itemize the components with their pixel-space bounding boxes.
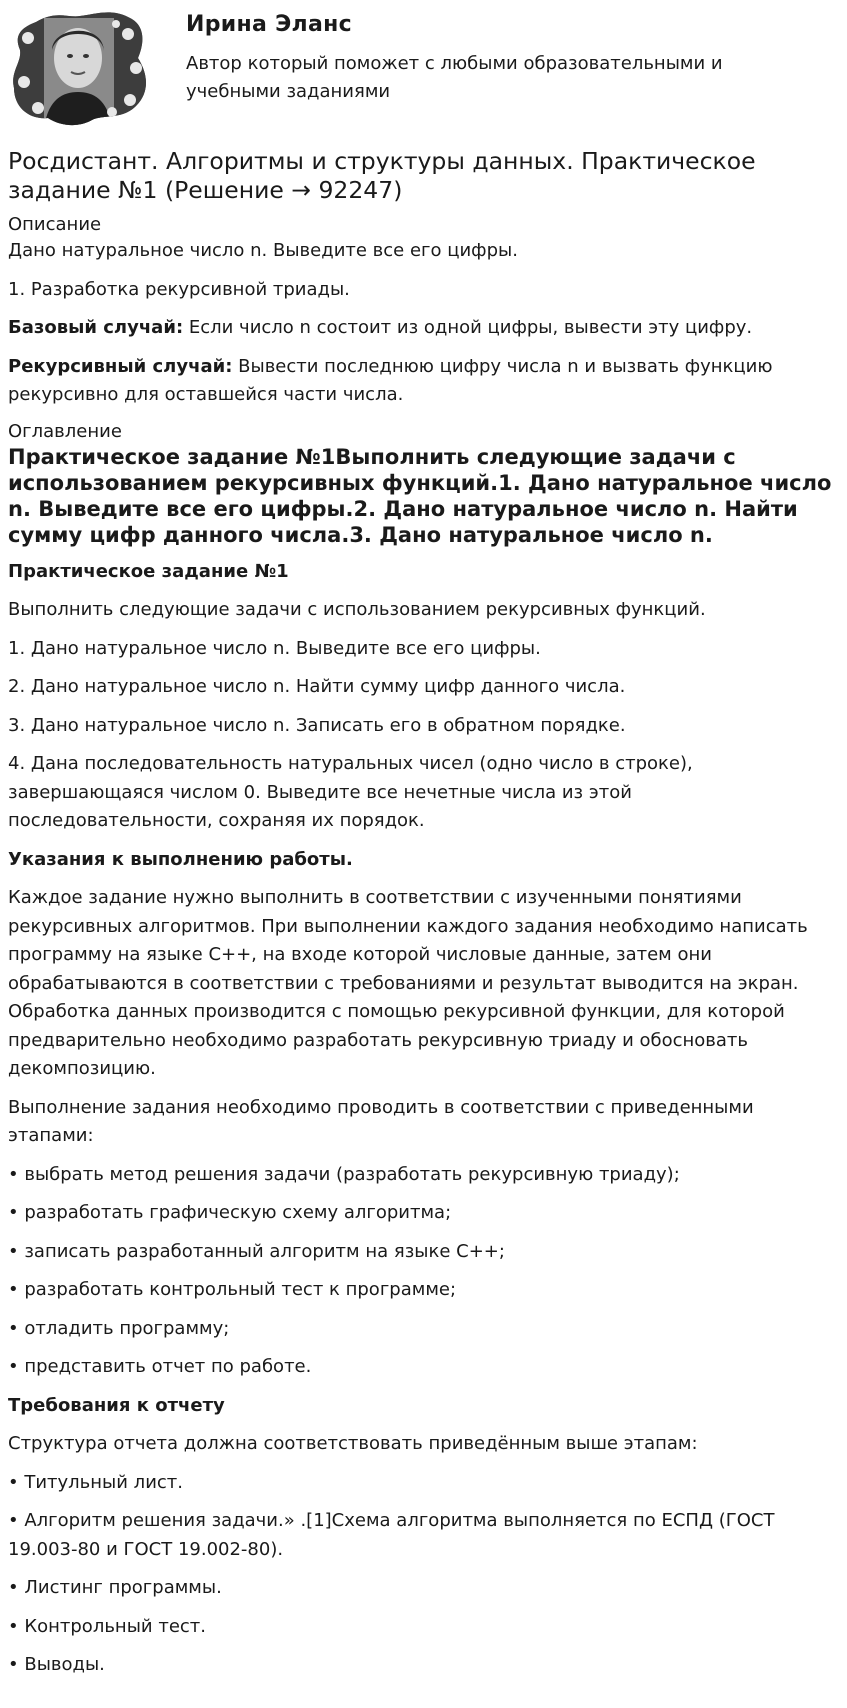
task-item: 2. Дано натуральное число n. Найти сумму цифр данного числа.	[8, 676, 626, 697]
toc-heading: Практическое задание №1Выполнить следующие задачи с использованием рекурсивных функций.1. Дано натуральное число n. Выведите все его цифры.2. Дано натуральное число n. Найти сумму цифр данного числа.3. Дано натуральное число n.	[8, 444, 832, 547]
description-line-1: Дано натуральное число n. Выведите все его цифры.	[8, 240, 518, 261]
report-item: • Титульный лист.	[8, 1471, 183, 1493]
author-description: Автор который поможет с любыми образовательными и учебными заданиями	[186, 53, 723, 102]
document-content	[8, 147, 838, 1690]
toc-label: Оглавление	[8, 420, 122, 442]
recursive-case-text: Вывести последнюю цифру числа n и вызвать функцию рекурсивно для оставшейся части числа.	[8, 355, 773, 405]
step-item: • отладить программу;	[8, 1317, 230, 1339]
instructions-paragraph-1: Каждое задание нужно выполнить в соответствии с изученными понятиями рекурсивных алгоритмов. При выполнении каждого задания необходимо написать программу на языке С++, на входе которой числовые данные, затем они обрабатываются в соответствии с требованиями и результат выводится на экран. Обработка данных производится с помощью рекурсивной функции, для которой предварительно необходимо разработать рекурсивную триаду и обосновать декомпозицию.	[8, 887, 808, 1079]
report-item: • Листинг программы.	[8, 1577, 222, 1598]
instructions-heading-text: Указания к выполнению работы.	[8, 848, 353, 870]
step-item: • разработать графическую схему алгоритма;	[8, 1202, 452, 1223]
step-item: • разработать контрольный тест к программе;	[8, 1279, 457, 1300]
task-intro: Выполнить следующие задачи с использованием рекурсивных функций.	[8, 599, 706, 620]
report-item: • Алгоритм решения задачи.» .[1]Схема алгоритма выполняется по ЕСПД (ГОСТ 19.003-80 и ГОСТ 19.002-80).	[8, 1510, 775, 1560]
report-heading-text: Требования к отчету	[8, 1394, 225, 1416]
instructions-paragraph-2: Выполнение задания необходимо проводить в соответствии с приведенными этапами:	[8, 1096, 754, 1146]
base-case-paragraph	[8, 314, 838, 343]
step-item: • выбрать метод решения задачи (разработать рекурсивную триаду);	[8, 1163, 680, 1185]
report-item: • Выводы.	[8, 1654, 105, 1675]
recursive-case-paragraph	[8, 353, 838, 410]
task-item: 4. Дана последовательность натуральных чисел (одно число в строке), завершающаяся числом 0. Выведите все нечетные числа из этой последовательности, сохраняя их порядок.	[8, 753, 693, 831]
recursive-case-label: Рекурсивный случай:	[8, 355, 233, 377]
description-label: Описание	[8, 214, 102, 235]
base-case-label: Базовый случай:	[8, 317, 184, 338]
step-item: • представить отчет по работе.	[8, 1356, 312, 1377]
step-item: • записать разработанный алгоритм на языке С++;	[8, 1240, 505, 1262]
task-item: 1. Дано натуральное число n. Выведите все его цифры.	[8, 637, 541, 659]
report-heading	[8, 1392, 838, 1421]
task-heading	[8, 558, 838, 587]
task-heading-text: Практическое задание №1	[8, 560, 289, 582]
author-name[interactable]: Ирина Эланс	[186, 12, 352, 37]
author-card	[0, 0, 847, 140]
report-intro: Структура отчета должна соответствовать приведённым выше этапам:	[8, 1433, 698, 1454]
task-item: 3. Дано натуральное число n. Записать его в обратном порядке.	[8, 714, 626, 736]
base-case-text: Если число n состоит из одной цифры, вывести эту цифру.	[183, 317, 753, 338]
report-item: • Контрольный тест.	[8, 1615, 206, 1637]
page-title: Росдистант. Алгоритмы и структуры данных. Практическое задание №1 (Решение → 92247)	[8, 147, 756, 204]
author-avatar[interactable]	[8, 8, 152, 128]
description-line-2: 1. Разработка рекурсивной триады.	[8, 278, 350, 300]
instructions-heading	[8, 846, 838, 875]
